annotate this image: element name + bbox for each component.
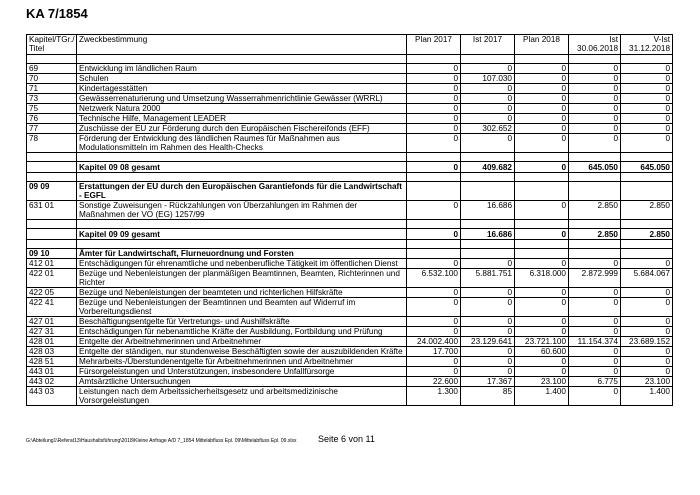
spacer-cell xyxy=(461,220,515,229)
cell-plan-2017: 6.532.100 xyxy=(407,269,461,288)
cell-ist-2017: 0 xyxy=(461,347,515,357)
spacer-cell xyxy=(27,220,77,229)
cell-ist-30-06-2018: 0 xyxy=(569,94,621,104)
cell-plan-2017: 17.700 xyxy=(407,347,461,357)
table-row xyxy=(27,269,673,288)
table-row xyxy=(27,114,673,124)
header-plan-2018: Plan 2018 xyxy=(515,35,569,55)
cell-ist-30-06-2018: 0 xyxy=(569,327,621,337)
cell-v-ist-31-12-2018: 0 xyxy=(621,288,673,298)
spacer-cell xyxy=(569,240,621,249)
spacer-cell xyxy=(407,153,461,162)
cell-ist-30-06-2018: 0 xyxy=(569,104,621,114)
cell-ist-30-06-2018: 0 xyxy=(569,84,621,94)
spacer-cell xyxy=(77,55,407,64)
spacer-cell xyxy=(27,173,77,182)
cell-purpose: Netzwerk Natura 2000 xyxy=(77,104,407,114)
cell-purpose: Kapitel 09 09 gesamt xyxy=(77,229,407,240)
cell-ist-2017: 0 xyxy=(461,298,515,317)
cell-ist-30-06-2018: 0 xyxy=(569,367,621,377)
cell-ist-2017: 0 xyxy=(461,288,515,298)
cell-ist-2017: 0 xyxy=(461,367,515,377)
cell-v-ist-31-12-2018: 23.689.152 xyxy=(621,337,673,347)
spacer-cell xyxy=(569,55,621,64)
total-row xyxy=(27,162,673,173)
cell-ist-2017: 0 xyxy=(461,259,515,269)
cell-ist-2017: 0 xyxy=(461,114,515,124)
table-row xyxy=(27,317,673,327)
spacer-cell xyxy=(407,220,461,229)
cell-plan-2018: 6.318.000 xyxy=(515,269,569,288)
cell-purpose: Mehrarbeits-/Überstundenentgelte für Arbeitnehmerinnen und Arbeitnehmer xyxy=(77,357,407,367)
spacer-cell xyxy=(461,55,515,64)
cell-purpose: Entschädigungen für nebenamtliche Kräfte der Ausbildung, Fortbildung und Prüfung xyxy=(77,327,407,337)
cell-ist-30-06-2018: 0 xyxy=(569,134,621,153)
cell-purpose: Bezüge und Nebenleistungen der beamteten und richterlichen Hilfskräfte xyxy=(77,288,407,298)
cell-code: 427 01 xyxy=(27,317,77,327)
cell-code: 422 41 xyxy=(27,298,77,317)
table-row xyxy=(27,84,673,94)
cell-code: 443 03 xyxy=(27,387,77,406)
cell-plan-2017: 0 xyxy=(407,288,461,298)
cell-v-ist-31-12-2018: 0 xyxy=(621,84,673,94)
cell-v-ist-31-12-2018: 0 xyxy=(621,74,673,84)
cell-v-ist-31-12-2018: 0 xyxy=(621,347,673,357)
cell-v-ist-31-12-2018: 0 xyxy=(621,114,673,124)
spacer-cell xyxy=(77,220,407,229)
cell-plan-2018: 0 xyxy=(515,357,569,367)
cell-plan-2018: 0 xyxy=(515,317,569,327)
cell-plan-2018: 0 xyxy=(515,104,569,114)
cell-plan-2018: 1.400 xyxy=(515,387,569,406)
cell-ist-2017: 16.686 xyxy=(461,229,515,240)
table-row xyxy=(27,357,673,367)
cell-purpose: Erstattungen der EU durch den Europäischen Garantiefonds für die Landwirtschaft - EGFL xyxy=(77,182,407,201)
document-title: KA 7/1854 xyxy=(26,6,88,21)
header-plan-2017: Plan 2017 xyxy=(407,35,461,55)
spacer-cell xyxy=(515,153,569,162)
cell-purpose: Kindertagesstätten xyxy=(77,84,407,94)
cell-plan-2018 xyxy=(515,182,569,201)
cell-ist-2017: 5.881.751 xyxy=(461,269,515,288)
table-row xyxy=(27,134,673,153)
spacer-cell xyxy=(569,153,621,162)
cell-v-ist-31-12-2018: 645.050 xyxy=(621,162,673,173)
spacer-row xyxy=(27,153,673,162)
header-purpose: Zweckbestimmung xyxy=(77,35,407,55)
cell-ist-2017: 107.030 xyxy=(461,74,515,84)
cell-ist-30-06-2018: 0 xyxy=(569,288,621,298)
cell-ist-2017 xyxy=(461,249,515,259)
cell-code xyxy=(27,229,77,240)
cell-plan-2017: 22.600 xyxy=(407,377,461,387)
cell-ist-2017: 16.686 xyxy=(461,201,515,220)
cell-purpose: Fürsorgeleistungen und Unterstützungen, insbesondere Unfallfürsorge xyxy=(77,367,407,377)
cell-v-ist-31-12-2018: 0 xyxy=(621,104,673,114)
footer-page-number: Seite 6 von 11 xyxy=(318,434,375,444)
cell-purpose: Kapitel 09 08 gesamt xyxy=(77,162,407,173)
cell-code: 428 03 xyxy=(27,347,77,357)
header-v-ist-31-12-2018: V-Ist 31.12.2018 xyxy=(621,35,673,55)
cell-plan-2017: 1.300 xyxy=(407,387,461,406)
table-row xyxy=(27,327,673,337)
cell-code: 71 xyxy=(27,84,77,94)
cell-v-ist-31-12-2018: 0 xyxy=(621,134,673,153)
cell-code: 443 01 xyxy=(27,367,77,377)
cell-v-ist-31-12-2018: 0 xyxy=(621,327,673,337)
cell-ist-30-06-2018: 2.850 xyxy=(569,201,621,220)
spacer-cell xyxy=(515,240,569,249)
spacer-cell xyxy=(77,240,407,249)
cell-code: 428 01 xyxy=(27,337,77,347)
spacer-row xyxy=(27,220,673,229)
cell-purpose: Förderung der Entwicklung des ländlichen Raumes für Maßnahmen aus Modulationsmitteln im Rahmen des Health-Checks xyxy=(77,134,407,153)
cell-purpose: Sonstige Zuweisungen - Rückzahlungen von Überzahlungen im Rahmen der Maßnahmen der VO (EG) 1257/99 xyxy=(77,201,407,220)
table-body xyxy=(27,55,673,406)
spacer-cell xyxy=(621,55,673,64)
table-row xyxy=(27,377,673,387)
cell-ist-30-06-2018: 0 xyxy=(569,114,621,124)
cell-plan-2017: 0 xyxy=(407,357,461,367)
cell-plan-2018: 0 xyxy=(515,84,569,94)
spacer-cell xyxy=(407,240,461,249)
cell-ist-30-06-2018: 0 xyxy=(569,298,621,317)
cell-plan-2017: 0 xyxy=(407,94,461,104)
cell-ist-30-06-2018: 2.850 xyxy=(569,229,621,240)
cell-ist-2017: 0 xyxy=(461,84,515,94)
cell-plan-2017: 0 xyxy=(407,64,461,74)
cell-v-ist-31-12-2018: 0 xyxy=(621,367,673,377)
cell-ist-30-06-2018 xyxy=(569,182,621,201)
cell-plan-2017: 0 xyxy=(407,327,461,337)
spacer-cell xyxy=(621,153,673,162)
cell-code: 412 01 xyxy=(27,259,77,269)
cell-plan-2017: 0 xyxy=(407,229,461,240)
spacer-cell xyxy=(621,240,673,249)
cell-plan-2017: 0 xyxy=(407,259,461,269)
cell-plan-2017: 24.002.400 xyxy=(407,337,461,347)
spacer-row xyxy=(27,240,673,249)
cell-plan-2017: 0 xyxy=(407,317,461,327)
cell-code: 443 02 xyxy=(27,377,77,387)
cell-plan-2018: 0 xyxy=(515,94,569,104)
cell-plan-2017: 0 xyxy=(407,114,461,124)
cell-purpose: Ämter für Landwirtschaft, Flurneuordnung und Forsten xyxy=(77,249,407,259)
cell-purpose: Technische Hilfe, Management LEADER xyxy=(77,114,407,124)
cell-plan-2018: 0 xyxy=(515,74,569,84)
spacer-row xyxy=(27,173,673,182)
cell-ist-30-06-2018 xyxy=(569,249,621,259)
footer-file-path: G:\Abteilung1\Referat13\Haushaltsführung\2018\Kleine Anfrage A/D 7_1854 Mittelabfluss Epl. 09\Mittelabfluss Epl. 09.xlsx xyxy=(26,438,297,444)
header-ist-2017: Ist 2017 xyxy=(461,35,515,55)
cell-ist-2017: 0 xyxy=(461,94,515,104)
table-row xyxy=(27,387,673,406)
cell-ist-30-06-2018: 6.775 xyxy=(569,377,621,387)
spacer-cell xyxy=(27,240,77,249)
table-row xyxy=(27,94,673,104)
spacer-cell xyxy=(621,173,673,182)
cell-ist-30-06-2018: 0 xyxy=(569,317,621,327)
cell-code: 76 xyxy=(27,114,77,124)
cell-ist-2017: 0 xyxy=(461,104,515,114)
table-row xyxy=(27,347,673,357)
table-row xyxy=(27,64,673,74)
cell-purpose: Bezüge und Nebenleistungen der planmäßigen Beamtinnen, Beamten, Richterinnen und Richter xyxy=(77,269,407,288)
cell-ist-30-06-2018: 2.872.999 xyxy=(569,269,621,288)
cell-purpose: Entgelte der ständigen, nur stundenweise Beschäftigten sowie der auszubildenden Kräfte xyxy=(77,347,407,357)
cell-plan-2017: 0 xyxy=(407,162,461,173)
cell-v-ist-31-12-2018: 0 xyxy=(621,124,673,134)
section-row xyxy=(27,249,673,259)
cell-plan-2018: 23.721.100 xyxy=(515,337,569,347)
cell-code: 73 xyxy=(27,94,77,104)
section-row xyxy=(27,182,673,201)
cell-ist-2017: 85 xyxy=(461,387,515,406)
table-header-row xyxy=(27,35,673,55)
cell-purpose: Schulen xyxy=(77,74,407,84)
spacer-cell xyxy=(407,173,461,182)
cell-v-ist-31-12-2018 xyxy=(621,249,673,259)
cell-plan-2017: 0 xyxy=(407,298,461,317)
cell-v-ist-31-12-2018: 0 xyxy=(621,357,673,367)
cell-v-ist-31-12-2018: 0 xyxy=(621,64,673,74)
cell-ist-2017: 23.129.641 xyxy=(461,337,515,347)
spacer-cell xyxy=(515,55,569,64)
cell-ist-30-06-2018: 0 xyxy=(569,387,621,406)
cell-ist-2017: 0 xyxy=(461,357,515,367)
cell-purpose: Beschäftigungsentgelte für Vertretungs- und Aushilfskräfte xyxy=(77,317,407,327)
cell-code: 09 10 xyxy=(27,249,77,259)
total-row xyxy=(27,229,673,240)
budget-table xyxy=(26,34,673,406)
cell-v-ist-31-12-2018: 5.684.067 xyxy=(621,269,673,288)
cell-v-ist-31-12-2018: 0 xyxy=(621,298,673,317)
cell-purpose: Leistungen nach dem Arbeitssicherheitsgesetz und arbeitsmedizinische Vorsorgeleistungen xyxy=(77,387,407,406)
spacer-cell xyxy=(569,173,621,182)
table-row xyxy=(27,337,673,347)
cell-ist-2017: 17.367 xyxy=(461,377,515,387)
cell-v-ist-31-12-2018: 2.850 xyxy=(621,201,673,220)
cell-code: 09 09 xyxy=(27,182,77,201)
cell-purpose: Entgelte der Arbeitnehmerinnen und Arbeitnehmer xyxy=(77,337,407,347)
table-row xyxy=(27,298,673,317)
cell-v-ist-31-12-2018: 0 xyxy=(621,259,673,269)
cell-plan-2018: 0 xyxy=(515,229,569,240)
cell-ist-30-06-2018: 0 xyxy=(569,124,621,134)
spacer-cell xyxy=(621,220,673,229)
cell-plan-2017: 0 xyxy=(407,124,461,134)
cell-ist-30-06-2018: 0 xyxy=(569,357,621,367)
cell-code: 422 05 xyxy=(27,288,77,298)
cell-ist-30-06-2018: 0 xyxy=(569,74,621,84)
cell-plan-2018: 0 xyxy=(515,298,569,317)
spacer-cell xyxy=(407,55,461,64)
cell-ist-2017: 0 xyxy=(461,317,515,327)
cell-ist-2017: 302.652 xyxy=(461,124,515,134)
cell-plan-2017: 0 xyxy=(407,84,461,94)
spacer-cell xyxy=(515,220,569,229)
cell-ist-30-06-2018: 645.050 xyxy=(569,162,621,173)
header-code: Kapitel/TGr./ Titel xyxy=(27,35,77,55)
cell-code: 69 xyxy=(27,64,77,74)
cell-code: 78 xyxy=(27,134,77,153)
cell-code: 77 xyxy=(27,124,77,134)
cell-plan-2017 xyxy=(407,182,461,201)
cell-plan-2018: 0 xyxy=(515,259,569,269)
cell-code: 75 xyxy=(27,104,77,114)
cell-plan-2018: 0 xyxy=(515,288,569,298)
table-row xyxy=(27,124,673,134)
table-row xyxy=(27,367,673,377)
cell-ist-30-06-2018: 0 xyxy=(569,64,621,74)
cell-purpose: Amtsärztliche Untersuchungen xyxy=(77,377,407,387)
cell-v-ist-31-12-2018: 0 xyxy=(621,317,673,327)
cell-plan-2018: 0 xyxy=(515,134,569,153)
cell-plan-2018: 23.100 xyxy=(515,377,569,387)
table-row xyxy=(27,104,673,114)
cell-code: 422 01 xyxy=(27,269,77,288)
spacer-cell xyxy=(461,153,515,162)
spacer-cell xyxy=(461,173,515,182)
cell-purpose: Zuschüsse der EU zur Förderung durch den Europäischen Fischereifonds (EFF) xyxy=(77,124,407,134)
cell-plan-2018: 0 xyxy=(515,114,569,124)
cell-plan-2017: 0 xyxy=(407,104,461,114)
cell-plan-2018: 0 xyxy=(515,327,569,337)
cell-plan-2018: 0 xyxy=(515,124,569,134)
header-ist-30-06-2018: Ist 30.06.2018 xyxy=(569,35,621,55)
cell-ist-2017: 0 xyxy=(461,327,515,337)
table-row xyxy=(27,74,673,84)
cell-plan-2018: 0 xyxy=(515,162,569,173)
cell-ist-2017: 0 xyxy=(461,64,515,74)
cell-ist-2017: 409.682 xyxy=(461,162,515,173)
cell-plan-2018: 0 xyxy=(515,367,569,377)
spacer-row xyxy=(27,55,673,64)
table-row xyxy=(27,288,673,298)
spacer-cell xyxy=(569,220,621,229)
cell-plan-2018 xyxy=(515,249,569,259)
cell-ist-30-06-2018: 0 xyxy=(569,259,621,269)
cell-plan-2017 xyxy=(407,249,461,259)
spacer-cell xyxy=(27,55,77,64)
cell-v-ist-31-12-2018: 23.100 xyxy=(621,377,673,387)
spacer-cell xyxy=(27,153,77,162)
cell-v-ist-31-12-2018: 2.850 xyxy=(621,229,673,240)
table-row xyxy=(27,259,673,269)
cell-code: 428 51 xyxy=(27,357,77,367)
cell-plan-2017: 0 xyxy=(407,74,461,84)
spacer-cell xyxy=(515,173,569,182)
cell-purpose: Entschädigungen für ehrenamtliche und nebenberufliche Tätigkeit im öffentlichen Dienst xyxy=(77,259,407,269)
cell-plan-2017: 0 xyxy=(407,201,461,220)
spacer-cell xyxy=(77,153,407,162)
cell-plan-2018: 0 xyxy=(515,201,569,220)
spacer-cell xyxy=(77,173,407,182)
spacer-cell xyxy=(461,240,515,249)
table-row xyxy=(27,201,673,220)
cell-ist-2017: 0 xyxy=(461,134,515,153)
cell-code: 631 01 xyxy=(27,201,77,220)
cell-ist-30-06-2018: 0 xyxy=(569,347,621,357)
cell-plan-2017: 0 xyxy=(407,134,461,153)
cell-purpose: Bezüge und Nebenleistungen der Beamtinnen und Beamten auf Widerruf im Vorbereitungsdienst xyxy=(77,298,407,317)
cell-v-ist-31-12-2018: 0 xyxy=(621,94,673,104)
cell-v-ist-31-12-2018: 1.400 xyxy=(621,387,673,406)
cell-plan-2018: 60.600 xyxy=(515,347,569,357)
cell-plan-2017: 0 xyxy=(407,367,461,377)
cell-ist-30-06-2018: 11.154.374 xyxy=(569,337,621,347)
cell-code: 427 31 xyxy=(27,327,77,337)
cell-ist-2017 xyxy=(461,182,515,201)
cell-plan-2018: 0 xyxy=(515,64,569,74)
cell-code xyxy=(27,162,77,173)
cell-purpose: Gewässerrenaturierung und Umsetzung Wasserrahmenrichtlinie Gewässer (WRRL) xyxy=(77,94,407,104)
cell-v-ist-31-12-2018 xyxy=(621,182,673,201)
cell-code: 70 xyxy=(27,74,77,84)
cell-purpose: Entwicklung im ländlichen Raum xyxy=(77,64,407,74)
